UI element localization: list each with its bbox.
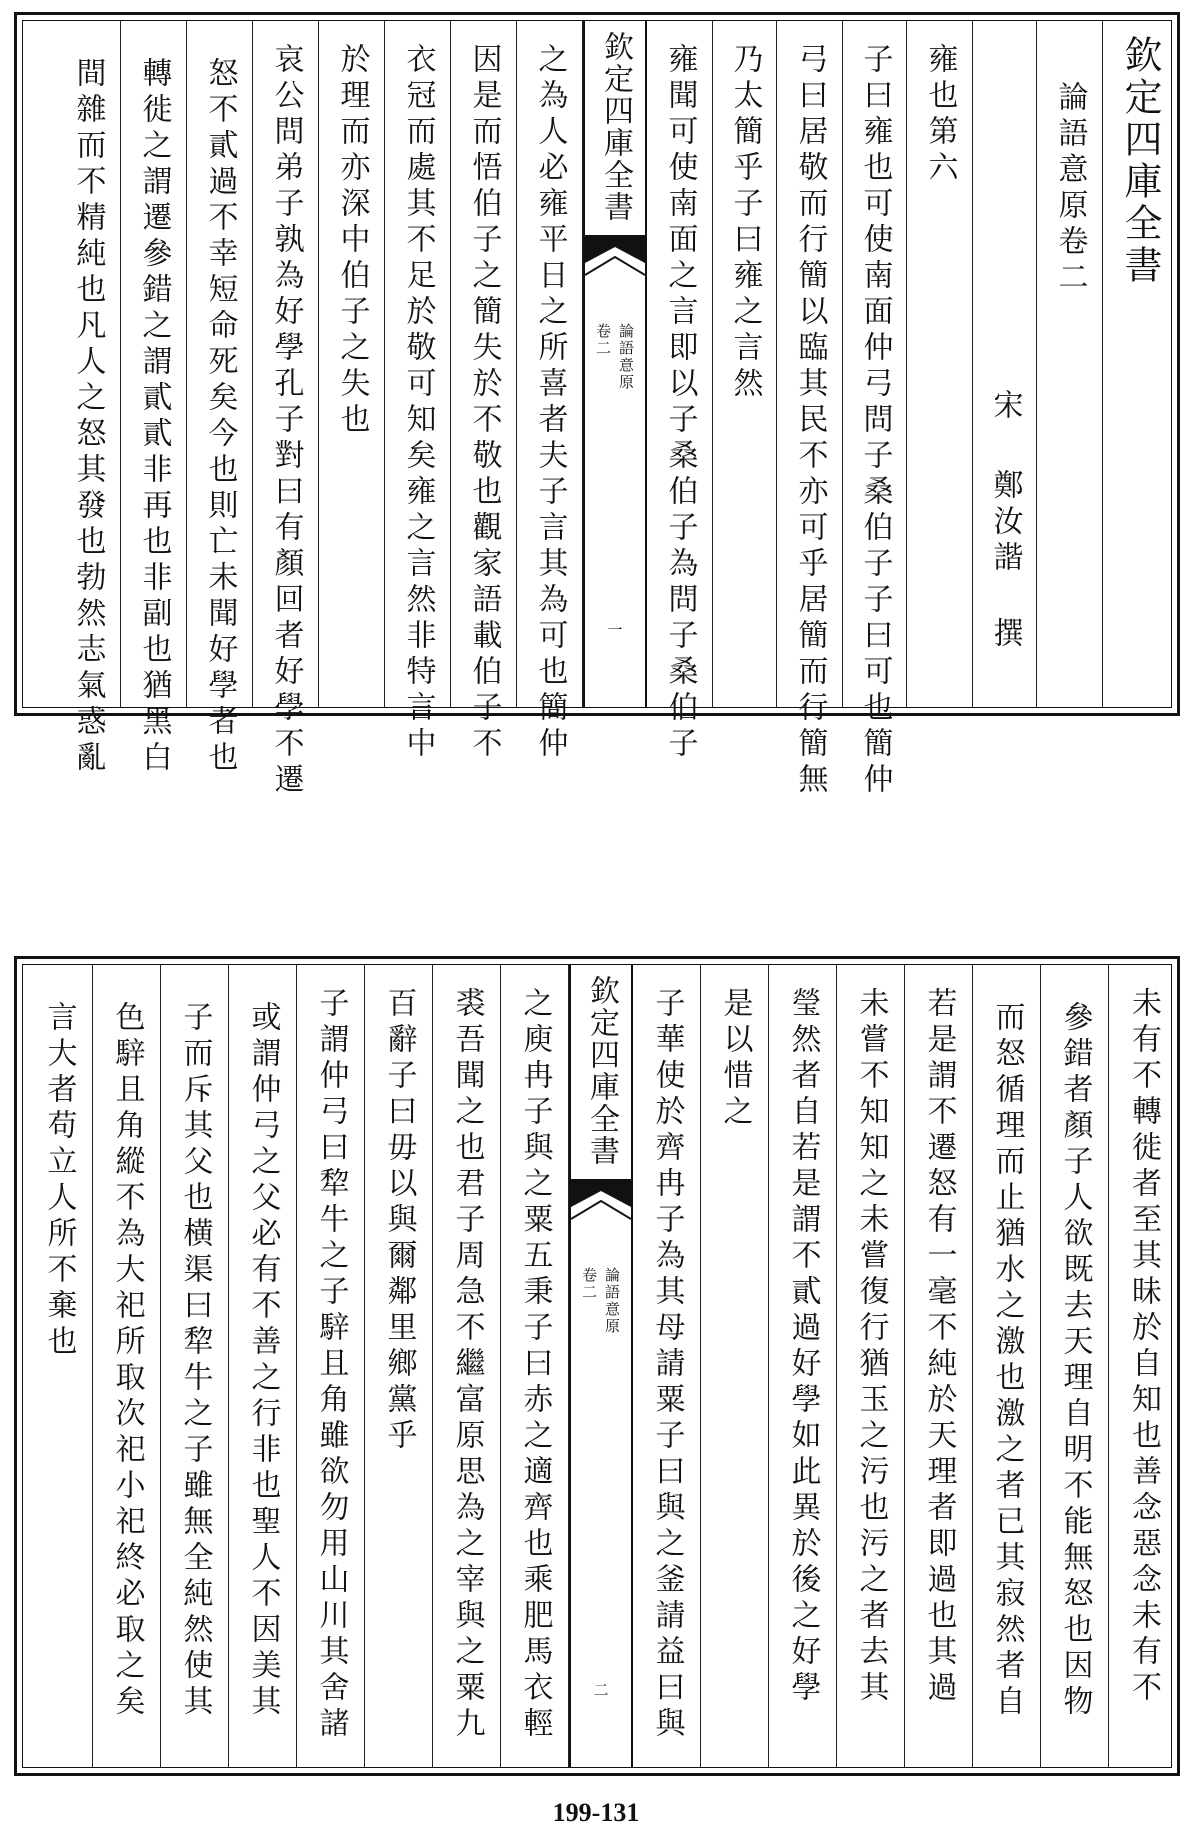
- text-column: 間雜而不精純也凡人之怒其發也勃然志氣惑亂: [55, 21, 121, 707]
- text-column: 未嘗不知知之未嘗復行猶玉之污也污之者去其: [837, 965, 905, 1767]
- text-column: 因是而悟伯子之簡失於不敬也觀家語載伯子不: [451, 21, 517, 707]
- fishtail-mark-icon: [585, 235, 645, 305]
- text-column: 參錯者顏子人欲既去天理自明不能無怒也因物: [1041, 965, 1109, 1767]
- text-column: 子謂仲弓曰犂牛之子騂且角雖欲勿用山川其舍諸: [297, 965, 365, 1767]
- text-column: 之庾冉子與之粟五秉子曰赤之適齊也乘肥馬衣輕: [501, 965, 569, 1767]
- collection-title: 欽定四庫全書: [1118, 35, 1162, 287]
- text-column: 怒不貳過不幸短命死矣今也則亡未聞好學者也: [187, 21, 253, 707]
- spine-book-title: 論語意原: [603, 1267, 621, 1335]
- text-column: 子華使於齊冉子為其母請粟子曰與之釜請益曰與: [633, 965, 701, 1767]
- spine-page-number: 一: [605, 622, 624, 637]
- spine-title: 欽定四庫全書: [584, 975, 619, 1167]
- text-column: 子曰雍也可使南面仲弓問子桑伯子子曰可也簡仲: [843, 21, 907, 707]
- spine-book-title: 論語意原: [617, 323, 635, 391]
- text-column: 是以惜之: [701, 965, 769, 1767]
- text-column: 言大者苟立人所不棄也: [25, 965, 93, 1767]
- text-column: 哀公問弟子孰為好學孔子對曰有顏回者好學不遷: [253, 21, 319, 707]
- spine-column: [583, 21, 647, 707]
- text-column: 若是謂不遷怒有一毫不純於天理者即過也其過: [905, 965, 973, 1767]
- text-column: 衣冠而處其不足於敬可知矣雍之言然非特言中: [385, 21, 451, 707]
- fishtail-mark-icon: [571, 1179, 631, 1249]
- spine-volume: 卷二: [580, 1267, 598, 1301]
- text-column: 之為人必雍平日之所喜者夫子言其為可也簡仲: [517, 21, 583, 707]
- text-column: 轉徙之謂遷參錯之謂貳貳非再也非副也猶黑白: [121, 21, 187, 707]
- spine-volume: 卷二: [594, 323, 612, 357]
- text-column: 於理而亦深中伯子之失也: [319, 21, 385, 707]
- text-column: 百辭子曰毋以與爾鄰里鄉黨乎: [365, 965, 433, 1767]
- text-column: 色騂且角縱不為大祀所取次祀小祀終必取之矣: [93, 965, 161, 1767]
- author-name: 鄭汝諧: [987, 469, 1023, 577]
- text-column: 子而斥其父也横渠曰犂牛之子雖無全純然使其: [161, 965, 229, 1767]
- column-author: [973, 21, 1037, 707]
- text-column: 弓曰居敬而行簡以臨其民不亦可乎居簡而行簡無: [777, 21, 843, 707]
- spine-page-number: 二: [591, 1682, 610, 1697]
- text-column: 瑩然者自若是謂不貳過好學如此異於後之好學: [769, 965, 837, 1767]
- author-role: 撰: [987, 617, 1023, 653]
- text-column: 或謂仲弓之父必有不善之行非也聖人不因美其: [229, 965, 297, 1767]
- text-column: 雍聞可使南面之言即以子桑伯子為問子桑伯子: [647, 21, 713, 707]
- spine-title: 欽定四庫全書: [598, 31, 633, 223]
- book-title: 論語意原卷二: [1052, 81, 1088, 297]
- text-column: 未有不轉徙者至其昧於自知也善念惡念未有不: [1126, 987, 1161, 1707]
- page-one: [14, 12, 1180, 799]
- text-column: 乃太簡乎子曰雍之言然: [713, 21, 777, 707]
- text-column: 而怒循理而止猶水之激也激之者已其寂然者自: [973, 965, 1041, 1767]
- spine-column: [569, 965, 633, 1767]
- text-column: 裘吾聞之也君子周急不繼富原思為之宰與之粟九: [433, 965, 501, 1767]
- column-book-title: [1037, 21, 1103, 707]
- column-chapter: [907, 21, 973, 707]
- author-dynasty: 宋: [987, 389, 1023, 425]
- column-title: [1103, 21, 1177, 707]
- page-footer-number: 199-131: [552, 1798, 640, 1827]
- page-two: [14, 956, 1180, 1776]
- chapter-heading: 雍也第六: [922, 43, 958, 187]
